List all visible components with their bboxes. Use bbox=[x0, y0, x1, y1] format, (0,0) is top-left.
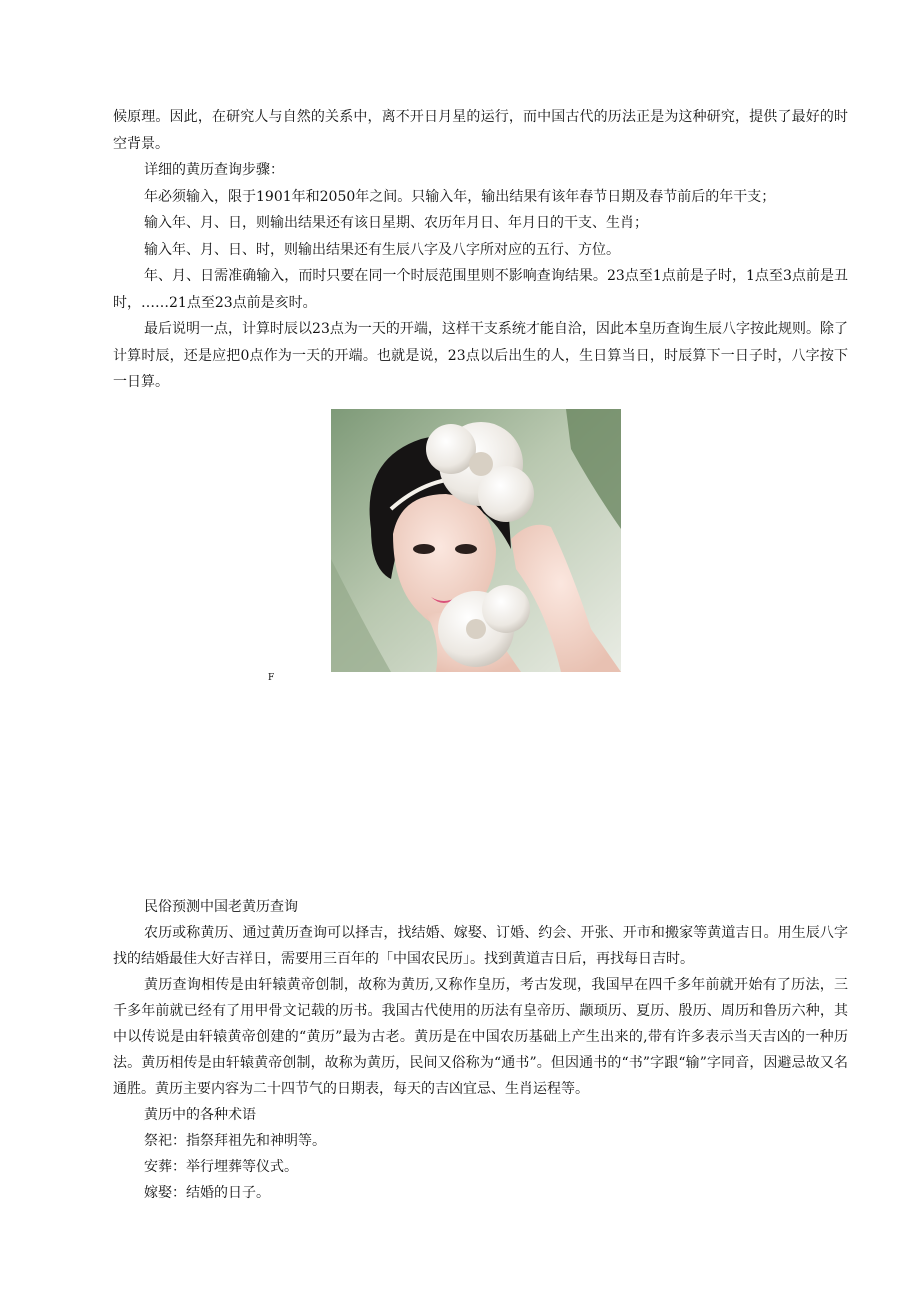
term-item: 安葬：举行埋葬等仪式。 bbox=[144, 1159, 298, 1175]
term-item: 祭祀：指祭拜祖先和神明等。 bbox=[144, 1133, 326, 1149]
top-text-block bbox=[113, 104, 848, 396]
terms-heading: 黄历中的各种术语 bbox=[144, 1107, 256, 1123]
steps-heading: 详细的黄历查询步骤： bbox=[144, 162, 284, 178]
bottom-text-block bbox=[113, 894, 848, 1206]
portrait-photo bbox=[331, 409, 621, 672]
paragraph: 最后说明一点，计算时辰以23点为一天的开端，这样干支系统才能自洽，因此本皇历查询生辰八字按此规则。除了计算时辰，还是应把0点作为一天的开端。也就是说，23点以后出生的人，生日算当日，时辰算下一日子时，八字按下一日算。 bbox=[113, 321, 848, 390]
image-caption-mark: F bbox=[268, 673, 275, 683]
paragraph: 黄历查询相传是由轩辕黄帝创制，故称为黄历,又称作皇历，考古发现，我国早在四千多年前就开始有了历法，三千多年前就已经有了用甲骨文记载的历书。我国古代使用的历法有皇帝历、颛顼历、夏历、殷历、周历和鲁历六种，其中以传说是由轩辕黄帝创建的“黄历”最为古老。黄历是在中国农历基础上产生出来的,带有许多表示当天吉凶的一种历法。黄历相传是由轩辕黄帝创制，故称为黄历，民间又俗称为“通书”。但因通书的“书”字跟“输”字同音，因避忌故又名通胜。黄历主要内容为二十四节气的日期表，每天的吉凶宜忌、生肖运程等。 bbox=[113, 977, 848, 1097]
paragraph: 年、月、日需准确输入，而时只要在同一个时辰范围里则不影响查询结果。23点至1点前是子时，1点至3点前是丑时，……21点至23点前是亥时。 bbox=[113, 268, 848, 311]
paragraph: 候原理。因此，在研究人与自然的关系中，离不开日月星的运行，而中国古代的历法正是为这种研究，提供了最好的时空背景。 bbox=[113, 109, 848, 152]
paragraph: 农历或称黄历、通过黄历查询可以择吉，找结婚、嫁娶、订婚、约会、开张、开市和搬家等黄道吉日。用生辰八字找的结婚最佳大好吉祥日，需要用三百年的「中国农民历」。找到黄道吉日后，再找每日吉时。 bbox=[113, 925, 848, 967]
paragraph: 年必须输入，限于1901年和2050年之间。只输入年，输出结果有该年春节日期及春节前后的年干支； bbox=[144, 188, 776, 205]
paragraph: 输入年、月、日，则输出结果还有该日星期、农历年月日、年月日的干支、生肖； bbox=[144, 215, 648, 231]
section-heading: 民俗预测中国老黄历查询 bbox=[144, 899, 298, 915]
paragraph: 输入年、月、日、时，则输出结果还有生辰八字及八字所对应的五行、方位。 bbox=[144, 241, 620, 258]
term-item: 嫁娶：结婚的日子。 bbox=[144, 1185, 270, 1201]
